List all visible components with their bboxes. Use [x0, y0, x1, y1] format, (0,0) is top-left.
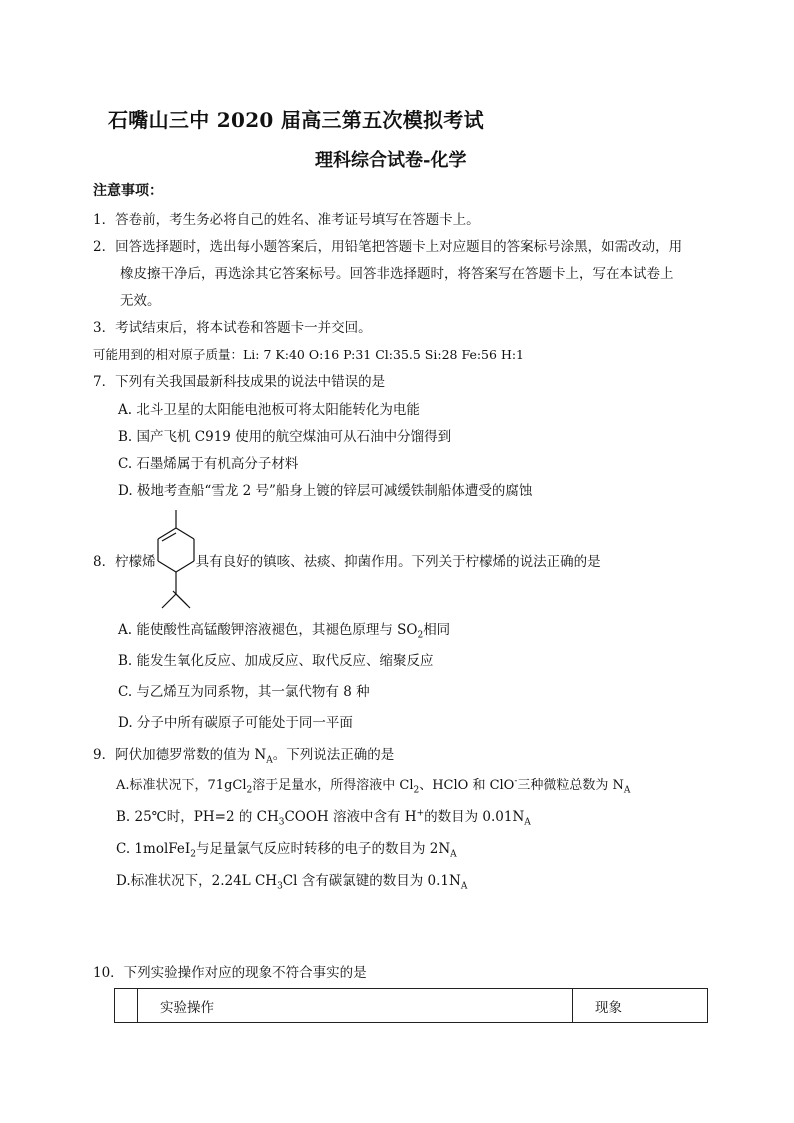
notice-heading: 注意事项： — [93, 183, 163, 199]
q8-stem-after: 具有良好的镇咳、祛痰、抑菌作用。下列关于柠檬烯的说法正确的是 — [195, 554, 601, 570]
notice-2-cont: 橡皮擦干净后，再选涂其它答案标号。回答非选择题时，将答案写在答题卡上，写在本试卷上 — [120, 266, 674, 282]
q7-option-d: D. 极地考查船“雪龙 2 号”船身上镀的锌层可减缓铁制船体遭受的腐蚀 — [118, 483, 533, 499]
notice-3: 3．考试结束后，将本试卷和答题卡一并交回。 — [93, 320, 372, 336]
q8-option-c: C. 与乙烯互为同系物，其一氯代物有 8 种 — [118, 684, 370, 700]
q10-stem: 10．下列实验操作对应的现象不符合事实的是 — [93, 965, 367, 981]
q8-stem — [93, 553, 601, 571]
exam-title: 石嘴山三中 2020 届高三第五次模拟考试 — [108, 108, 484, 132]
q9-option-d: D.标准状况下，2.24L $CH_3Cl$ 含有碳氯键的数目为 $0.1N_A$ — [116, 873, 468, 892]
notice-2: 2．回答选择题时，选出每小题答案后，用铅笔把答题卡上对应题目的答案标号涂黑，如需改动，用 — [93, 239, 683, 255]
q10-table — [114, 988, 708, 1023]
q9-stem: 9．阿伏加德罗常数的值为 $N_A$。下列说法正确的是 — [93, 747, 395, 766]
atomic-masses: 可能用到的相对原子质量：Li: 7 K:40 O:16 P:31 Cl:35.5 Si:28 Fe:56 H:1 — [93, 347, 525, 362]
notice-1: 1．答卷前，考生务必将自己的姓名、准考证号填写在答题卡上。 — [93, 212, 480, 228]
notice-2-cont2: 无效。 — [120, 293, 161, 309]
exam-subtitle: 理科综合试卷-化学 — [315, 150, 467, 171]
q8-option-a: A. 能使酸性高锰酸钾溶液褪色，其褪色原理与 $SO_2$相同 — [118, 622, 451, 641]
table-header-phenomenon: 现象 — [573, 989, 708, 1023]
q7-option-a: A. 北斗卫星的太阳能电池板可将太阳能转化为电能 — [118, 402, 420, 418]
table-header-index — [115, 989, 138, 1023]
q8-option-b: B. 能发生氧化反应、加成反应、取代反应、缩聚反应 — [118, 653, 434, 669]
q7-option-c: C. 石墨烯属于有机高分子材料 — [118, 456, 299, 472]
q8-option-d: D. 分子中所有碳原子可能处于同一平面 — [118, 715, 353, 731]
table-header-operation: 实验操作 — [138, 989, 573, 1023]
table-header-row — [115, 989, 708, 1023]
q7-stem: 7．下列有关我国最新科技成果的说法中错误的是 — [93, 374, 386, 390]
q9-option-c: C. 1molFeI$_2$与足量氯气反应时转移的电子的数目为 $2N_A$ — [116, 841, 457, 860]
q9-option-b: B. 25℃时，PH=2 的 $CH_3COOH$ 溶液中含有 H+的数目为 $0.01N_A$ — [116, 808, 531, 828]
q8-stem-before: 8．柠檬烯 — [93, 554, 156, 570]
q9-option-a: A.标准状况下，71gCl$_2$溶于足量水，所得溶液中 $Cl_2$、HClO 和 ClO-三种微粒总数为 $N_A$ — [116, 776, 631, 796]
q7-option-b: B. 国产飞机 C919 使用的航空煤油可从石油中分馏得到 — [118, 429, 452, 445]
